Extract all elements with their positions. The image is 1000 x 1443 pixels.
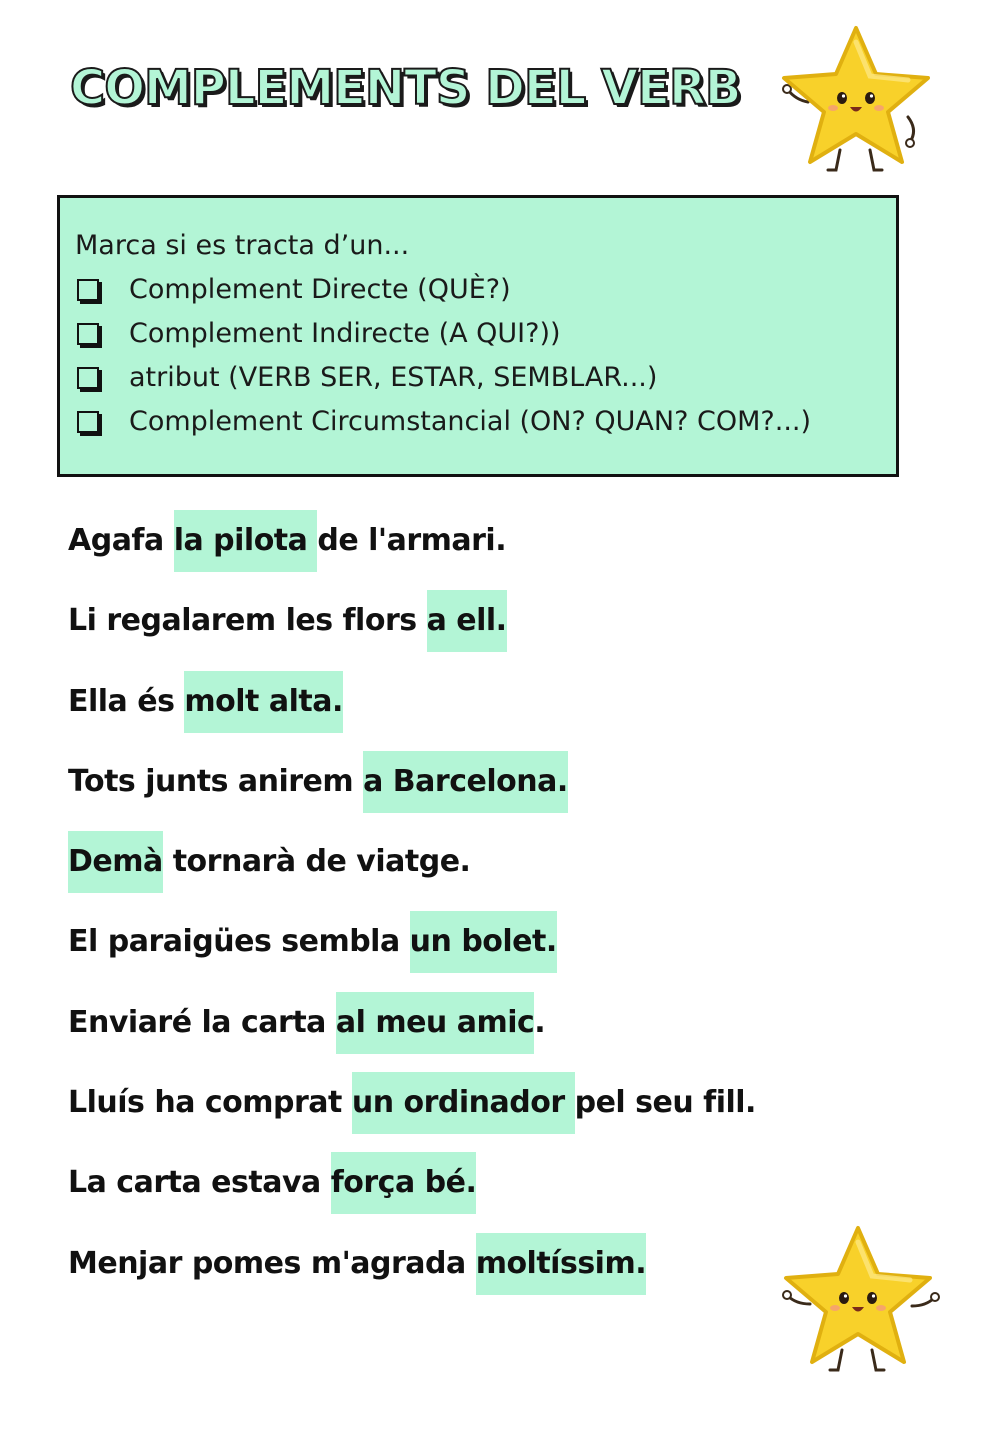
option-complement-indirecte[interactable] <box>75 312 896 356</box>
sentence-text: de l'armari. <box>317 523 507 558</box>
highlighted-complement[interactable]: força bé. <box>331 1152 477 1214</box>
sentence-text: Tots junts anirem <box>68 763 364 799</box>
sentence-text: Li regalarem les flors <box>68 603 427 639</box>
highlighted-complement[interactable]: Demà <box>68 831 163 893</box>
sentence-text: El paraigües sembla <box>68 924 410 960</box>
sentence-text: Ella és <box>68 683 185 719</box>
option-label: atribut (VERB SER, ESTAR, SEMBLAR...) <box>129 362 658 393</box>
sentence-5 <box>68 831 968 911</box>
option-label: Complement Indirecte (A QUI?)) <box>129 318 561 349</box>
star-mascot-icon <box>780 1222 940 1382</box>
sentence-text: Enviaré la carta <box>68 1004 336 1040</box>
star-mascot-icon <box>778 22 938 182</box>
sentence-text: pel seu fill. <box>574 1085 756 1121</box>
sentence-list <box>68 510 968 1313</box>
instructions-intro: Marca si es tracta d’un... <box>75 230 410 261</box>
sentence-text: tornarà de viatge. <box>162 844 471 880</box>
highlighted-complement[interactable]: a Barcelona. <box>363 751 568 813</box>
sentence-1 <box>68 510 968 590</box>
highlighted-complement[interactable]: a ell. <box>427 590 507 652</box>
sentence-text: Menjar pomes m'agrada <box>68 1245 476 1281</box>
sentence-text: Lluís ha comprat <box>68 1085 352 1121</box>
sentence-3 <box>68 671 968 751</box>
highlighted-complement[interactable]: molt alta. <box>184 671 342 733</box>
option-complement-circumstancial[interactable] <box>75 400 896 444</box>
sentence-9 <box>68 1152 968 1232</box>
checkbox-icon[interactable] <box>77 279 99 301</box>
checkbox-icon[interactable] <box>77 411 99 433</box>
sentence-8 <box>68 1072 968 1152</box>
option-atribut[interactable] <box>75 356 896 400</box>
sentence-4 <box>68 751 968 831</box>
option-label: Complement Circumstancial (ON? QUAN? COM?...) <box>129 406 812 437</box>
highlighted-complement[interactable]: la pilota <box>174 510 318 572</box>
page-title: COMPLEMENTS DEL VERB <box>70 60 741 116</box>
checkbox-icon[interactable] <box>77 367 99 389</box>
sentence-7 <box>68 992 968 1072</box>
sentence-text: La carta estava <box>68 1165 331 1201</box>
option-complement-directe[interactable] <box>75 268 896 312</box>
sentence-text: Agafa <box>68 523 174 558</box>
sentence-6 <box>68 911 968 991</box>
checkbox-icon[interactable] <box>77 323 99 345</box>
instructions-box <box>57 195 899 477</box>
option-label: Complement Directe (QUÈ?) <box>129 274 511 305</box>
highlighted-complement[interactable]: moltíssim. <box>476 1233 646 1295</box>
highlighted-complement[interactable]: un bolet. <box>410 911 557 973</box>
sentence-text: . <box>534 1004 546 1040</box>
highlighted-complement[interactable]: un ordinador <box>352 1072 575 1134</box>
sentence-2 <box>68 590 968 670</box>
highlighted-complement[interactable]: al meu amic <box>336 992 534 1054</box>
